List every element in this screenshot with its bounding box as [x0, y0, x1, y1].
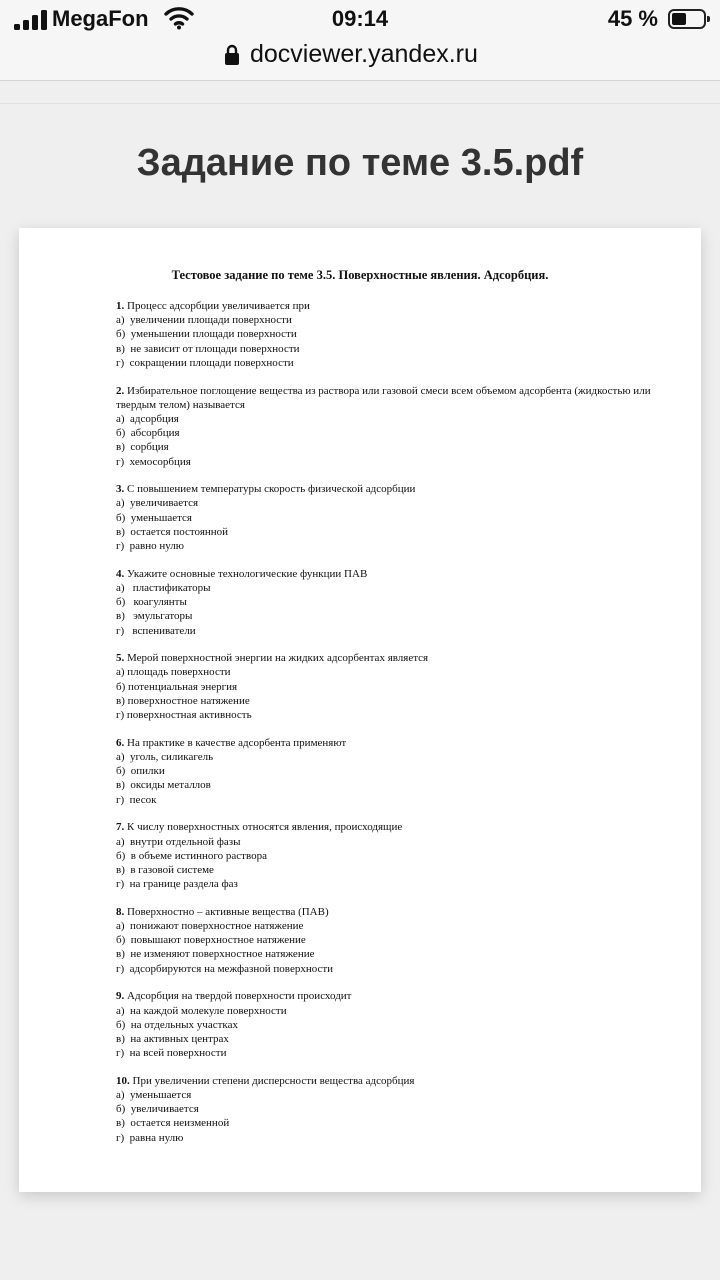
answer-option: б) в объеме истинного раствора: [116, 849, 267, 862]
answer-option: б) на отдельных участках: [116, 1018, 238, 1031]
address-bar[interactable]: [0, 40, 720, 81]
url-text[interactable]: docviewer.yandex.ru: [250, 40, 478, 68]
question-prompt: На практике в качестве адсорбента применяют: [127, 736, 347, 749]
question-prompt: Избирательное поглощение вещества из раствора или газовой смеси всем объемом адсорбента (жидкостью или твердым телом) называется: [116, 384, 651, 411]
question-list: [116, 299, 656, 1158]
answer-option: а) увеличивается: [116, 497, 199, 510]
answer-option: в) сорбция: [116, 441, 169, 454]
question-text: [116, 905, 656, 919]
answer-option: г) хемосорбция: [116, 455, 191, 468]
question-prompt: Адсорбция на твердой поверхности происходит: [127, 990, 352, 1003]
question-number: 1.: [116, 300, 125, 312]
answer-option: в) оксиды металлов: [116, 779, 211, 792]
answer-option: а) понижают поверхностное натяжение: [116, 920, 304, 933]
answer-option: а) увеличении площади поверхности: [116, 314, 292, 327]
question-text: [116, 567, 656, 581]
battery-icon: [668, 9, 706, 29]
answer-option: г) на всей поверхности: [116, 1047, 227, 1060]
question-number: 10.: [116, 1074, 130, 1087]
answer-option: а) на каждой молекуле поверхности: [116, 1004, 287, 1017]
battery-percentage: 45 %: [607, 6, 658, 31]
question-text: [116, 299, 656, 313]
answer-option: в) поверхностное натяжение: [116, 694, 250, 707]
answer-option: б) уменьшается: [116, 511, 192, 524]
answer-option: в) не зависит от площади поверхности: [116, 342, 300, 355]
question-text: [116, 736, 656, 750]
question-number: 3.: [116, 483, 125, 496]
question-7: [116, 820, 656, 891]
question-prompt: К числу поверхностных относятся явления, происходящие: [127, 821, 403, 834]
question-3: [116, 482, 656, 553]
question-text: [116, 651, 656, 665]
question-text: [116, 820, 656, 834]
lock-icon: [224, 44, 240, 66]
question-number: 7.: [116, 821, 125, 834]
toolbar-divider: [0, 103, 720, 104]
question-4: [116, 567, 656, 638]
question-number: 8.: [116, 905, 125, 918]
answer-option: г) равно нулю: [116, 540, 184, 553]
answer-option: б) потенциальная энергия: [116, 680, 238, 693]
clock: 09:14: [331, 6, 389, 31]
question-number: 9.: [116, 990, 125, 1003]
question-text: [116, 482, 656, 496]
answer-option: б) коагулянты: [116, 596, 187, 609]
question-prompt: Мерой поверхностной энергии на жидких адсорбентах является: [127, 652, 429, 665]
answer-option: б) увеличивается: [116, 1103, 199, 1116]
answer-option: а) площадь поверхности: [116, 666, 231, 679]
answer-option: в) остается неизменной: [116, 1117, 230, 1130]
answer-option: а) пластификаторы: [116, 581, 211, 594]
answer-option: г) на границе раздела фаз: [116, 878, 238, 891]
answer-option: г) поверхностная активность: [116, 709, 252, 722]
question-2: [116, 384, 656, 469]
document-page[interactable]: [19, 228, 701, 1192]
question-8: [116, 905, 656, 976]
question-text: [116, 989, 656, 1003]
question-prompt: С повышением температуры скорость физической адсорбции: [127, 483, 416, 496]
question-9: [116, 989, 656, 1060]
question-text: [116, 1074, 656, 1088]
question-prompt: Процесс адсорбции увеличивается при: [127, 300, 310, 312]
answer-option: г) равна нулю: [116, 1131, 184, 1144]
answer-option: в) эмульгаторы: [116, 610, 193, 623]
answer-option: в) остается постоянной: [116, 525, 229, 538]
question-number: 5.: [116, 652, 125, 665]
status-bar: [0, 0, 720, 40]
document-title: Задание по теме 3.5.pdf: [136, 142, 584, 184]
page-heading: Тестовое задание по теме 3.5. Поверхностные явления. Адсорбция.: [171, 268, 549, 282]
answer-option: б) опилки: [116, 765, 165, 778]
question-number: 6.: [116, 736, 125, 749]
answer-option: а) уменьшается: [116, 1089, 192, 1102]
answer-option: а) уголь, силикагель: [116, 750, 214, 763]
carrier-name: MegaFon: [52, 6, 149, 31]
answer-option: б) уменьшении площади поверхности: [116, 328, 297, 341]
question-prompt: Поверхностно – активные вещества (ПАВ): [127, 905, 329, 918]
question-number: 2.: [116, 384, 125, 397]
answer-option: б) абсорбция: [116, 427, 180, 440]
question-6: [116, 736, 656, 807]
question-10: [116, 1074, 656, 1145]
question-prompt: Укажите основные технологические функции ПАВ: [127, 567, 368, 580]
question-text: [116, 384, 656, 412]
answer-option: в) на активных центрах: [116, 1032, 229, 1045]
answer-option: г) адсорбируются на межфазной поверхности: [116, 962, 334, 975]
answer-option: в) не изменяют поверхностное натяжение: [116, 948, 315, 961]
question-number: 4.: [116, 567, 125, 580]
battery-level-fill: [672, 13, 686, 25]
answer-option: г) вспениватели: [116, 624, 196, 637]
question-prompt: При увеличении степени дисперсности вещества адсорбция: [132, 1074, 415, 1087]
answer-option: а) внутри отдельной фазы: [116, 835, 241, 848]
answer-option: б) повышают поверхностное натяжение: [116, 934, 306, 947]
question-1: [116, 299, 656, 370]
answer-option: г) песок: [116, 793, 157, 806]
question-5: [116, 651, 656, 722]
answer-option: в) в газовой системе: [116, 863, 214, 876]
answer-option: а) адсорбция: [116, 412, 179, 425]
answer-option: г) сокращении площади поверхности: [116, 356, 294, 369]
